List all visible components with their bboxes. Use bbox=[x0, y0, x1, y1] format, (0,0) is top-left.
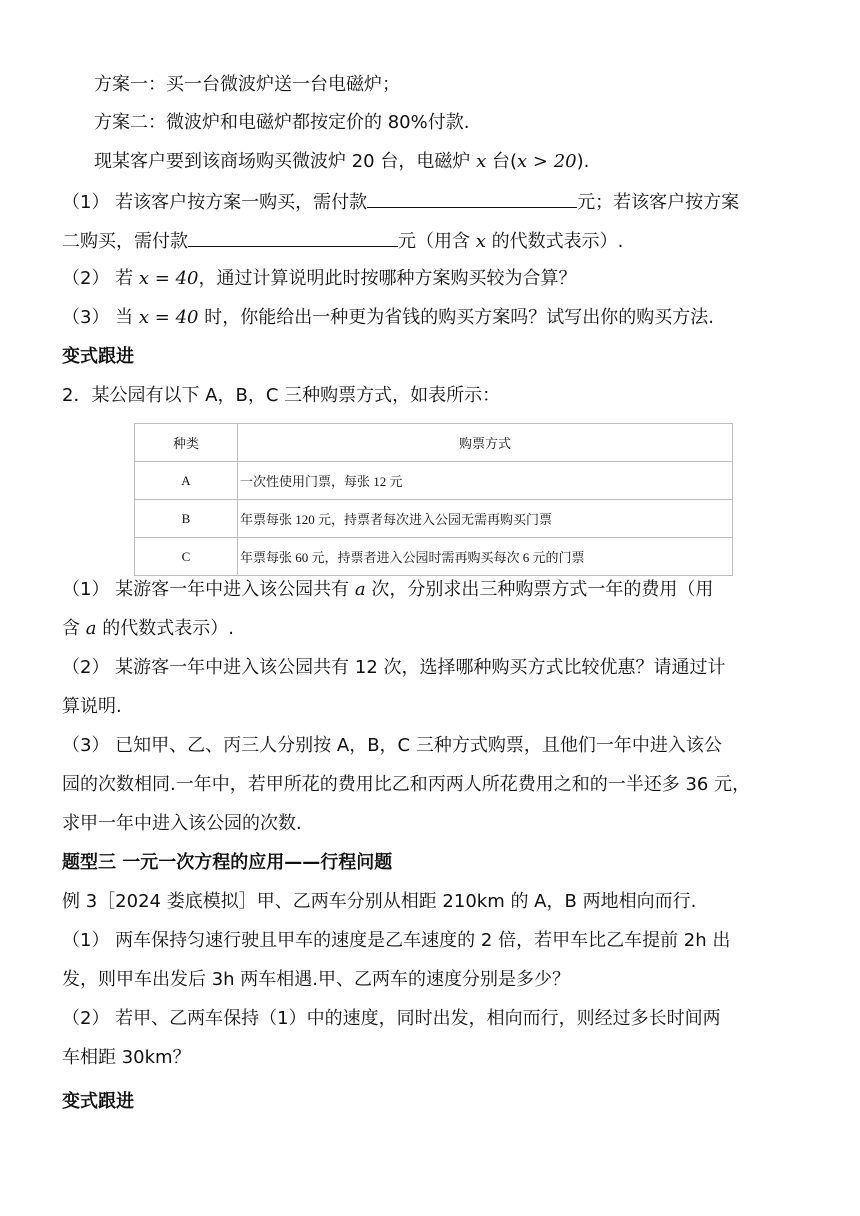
answer-blank-2[interactable] bbox=[188, 228, 398, 247]
plan-one: 方案一：买一台微波炉送一台电磁炉； bbox=[94, 74, 400, 95]
table-cell-type: C bbox=[135, 538, 238, 576]
example-3-q2-line-2: 车相距 30km？ bbox=[62, 1047, 191, 1068]
problem-2-q2-line-2: 算说明. bbox=[62, 696, 122, 717]
problem-2-q3-line-1: （3） 已知甲、乙、丙三人分别按 A，B，C 三种方式购票，且他们一年中进入该公 bbox=[62, 735, 722, 756]
example-3-q1-line-1: （1） 两车保持匀速行驶且甲车的速度是乙车速度的 2 倍，若甲车比乙车提前 2h 出 bbox=[62, 930, 731, 951]
table-row bbox=[135, 538, 733, 576]
question-1-line-1: （1） 若该客户按方案一购买，需付款 元；若该客户按方案 bbox=[62, 189, 739, 215]
problem-2-q2-line-1: （2） 某游客一年中进入该公园共有 12 次，选择哪种购买方式比较优惠？请通过计 bbox=[62, 657, 726, 678]
problem-2-q1-line-1: （1） 某游客一年中进入该公园共有 a 次，分别求出三种购票方式一年的费用（用 bbox=[62, 579, 714, 600]
plan-two: 方案二：微波炉和电磁炉都按定价的 80%付款. bbox=[94, 112, 470, 133]
table-cell-method: 一次性使用门票，每张 12 元 bbox=[238, 462, 733, 500]
table-row bbox=[135, 500, 733, 538]
table-cell-method: 年票每张 120 元，持票者每次进入公园无需再购买门票 bbox=[238, 500, 733, 538]
example-3-intro: 例 3［2024 娄底模拟］甲、乙两车分别从相距 210km 的 A，B 两地相向而行. bbox=[62, 891, 697, 912]
section-heading-type-3: 题型三 一元一次方程的应用——行程问题 bbox=[62, 852, 393, 873]
answer-blank-1[interactable] bbox=[367, 189, 577, 208]
ticket-table bbox=[134, 423, 733, 576]
table-row bbox=[135, 462, 733, 500]
section-heading-variant: 变式跟进 bbox=[62, 346, 134, 367]
question-2: （2） 若 x = 40，通过计算说明此时按哪种方案购买较为合算？ bbox=[62, 268, 577, 289]
question-1-line-2: 二购买，需付款 元（用含 x 的代数式表示）. bbox=[62, 228, 623, 254]
example-3-q1-line-2: 发，则甲车出发后 3h 两车相遇.甲、乙两车的速度分别是多少？ bbox=[62, 969, 571, 990]
problem-2-q3-line-2: 园的次数相同.一年中，若甲所花的费用比乙和丙两人所花费用之和的一半还多 36 元， bbox=[62, 774, 751, 795]
table-header-cell: 购票方式 bbox=[238, 424, 733, 462]
problem-2-intro: 2．某公园有以下 A，B，C 三种购票方式，如表所示： bbox=[62, 385, 501, 406]
question-3: （3） 当 x = 40 时，你能给出一种更为省钱的购买方案吗？试写出你的购买方法. bbox=[62, 307, 714, 328]
table-cell-type: B bbox=[135, 500, 238, 538]
problem-2-q1-line-2: 含 a 的代数式表示）. bbox=[62, 618, 234, 639]
problem-2-q3-line-3: 求甲一年中进入该公园的次数. bbox=[62, 813, 302, 834]
section-heading-variant-2: 变式跟进 bbox=[62, 1091, 134, 1112]
example-3-q2-line-1: （2） 若甲、乙两车保持（1）中的速度，同时出发，相向而行，则经过多长时间两 bbox=[62, 1008, 721, 1029]
table-header-row bbox=[135, 424, 733, 462]
table-cell-type: A bbox=[135, 462, 238, 500]
table-cell-method: 年票每张 60 元，持票者进入公园时需再购买每次 6 元的门票 bbox=[238, 538, 733, 576]
customer-statement: 现某客户要到该商场购买微波炉 20 台，电磁炉 x 台(x > 20). bbox=[94, 151, 590, 172]
table-header-cell: 种类 bbox=[135, 424, 238, 462]
